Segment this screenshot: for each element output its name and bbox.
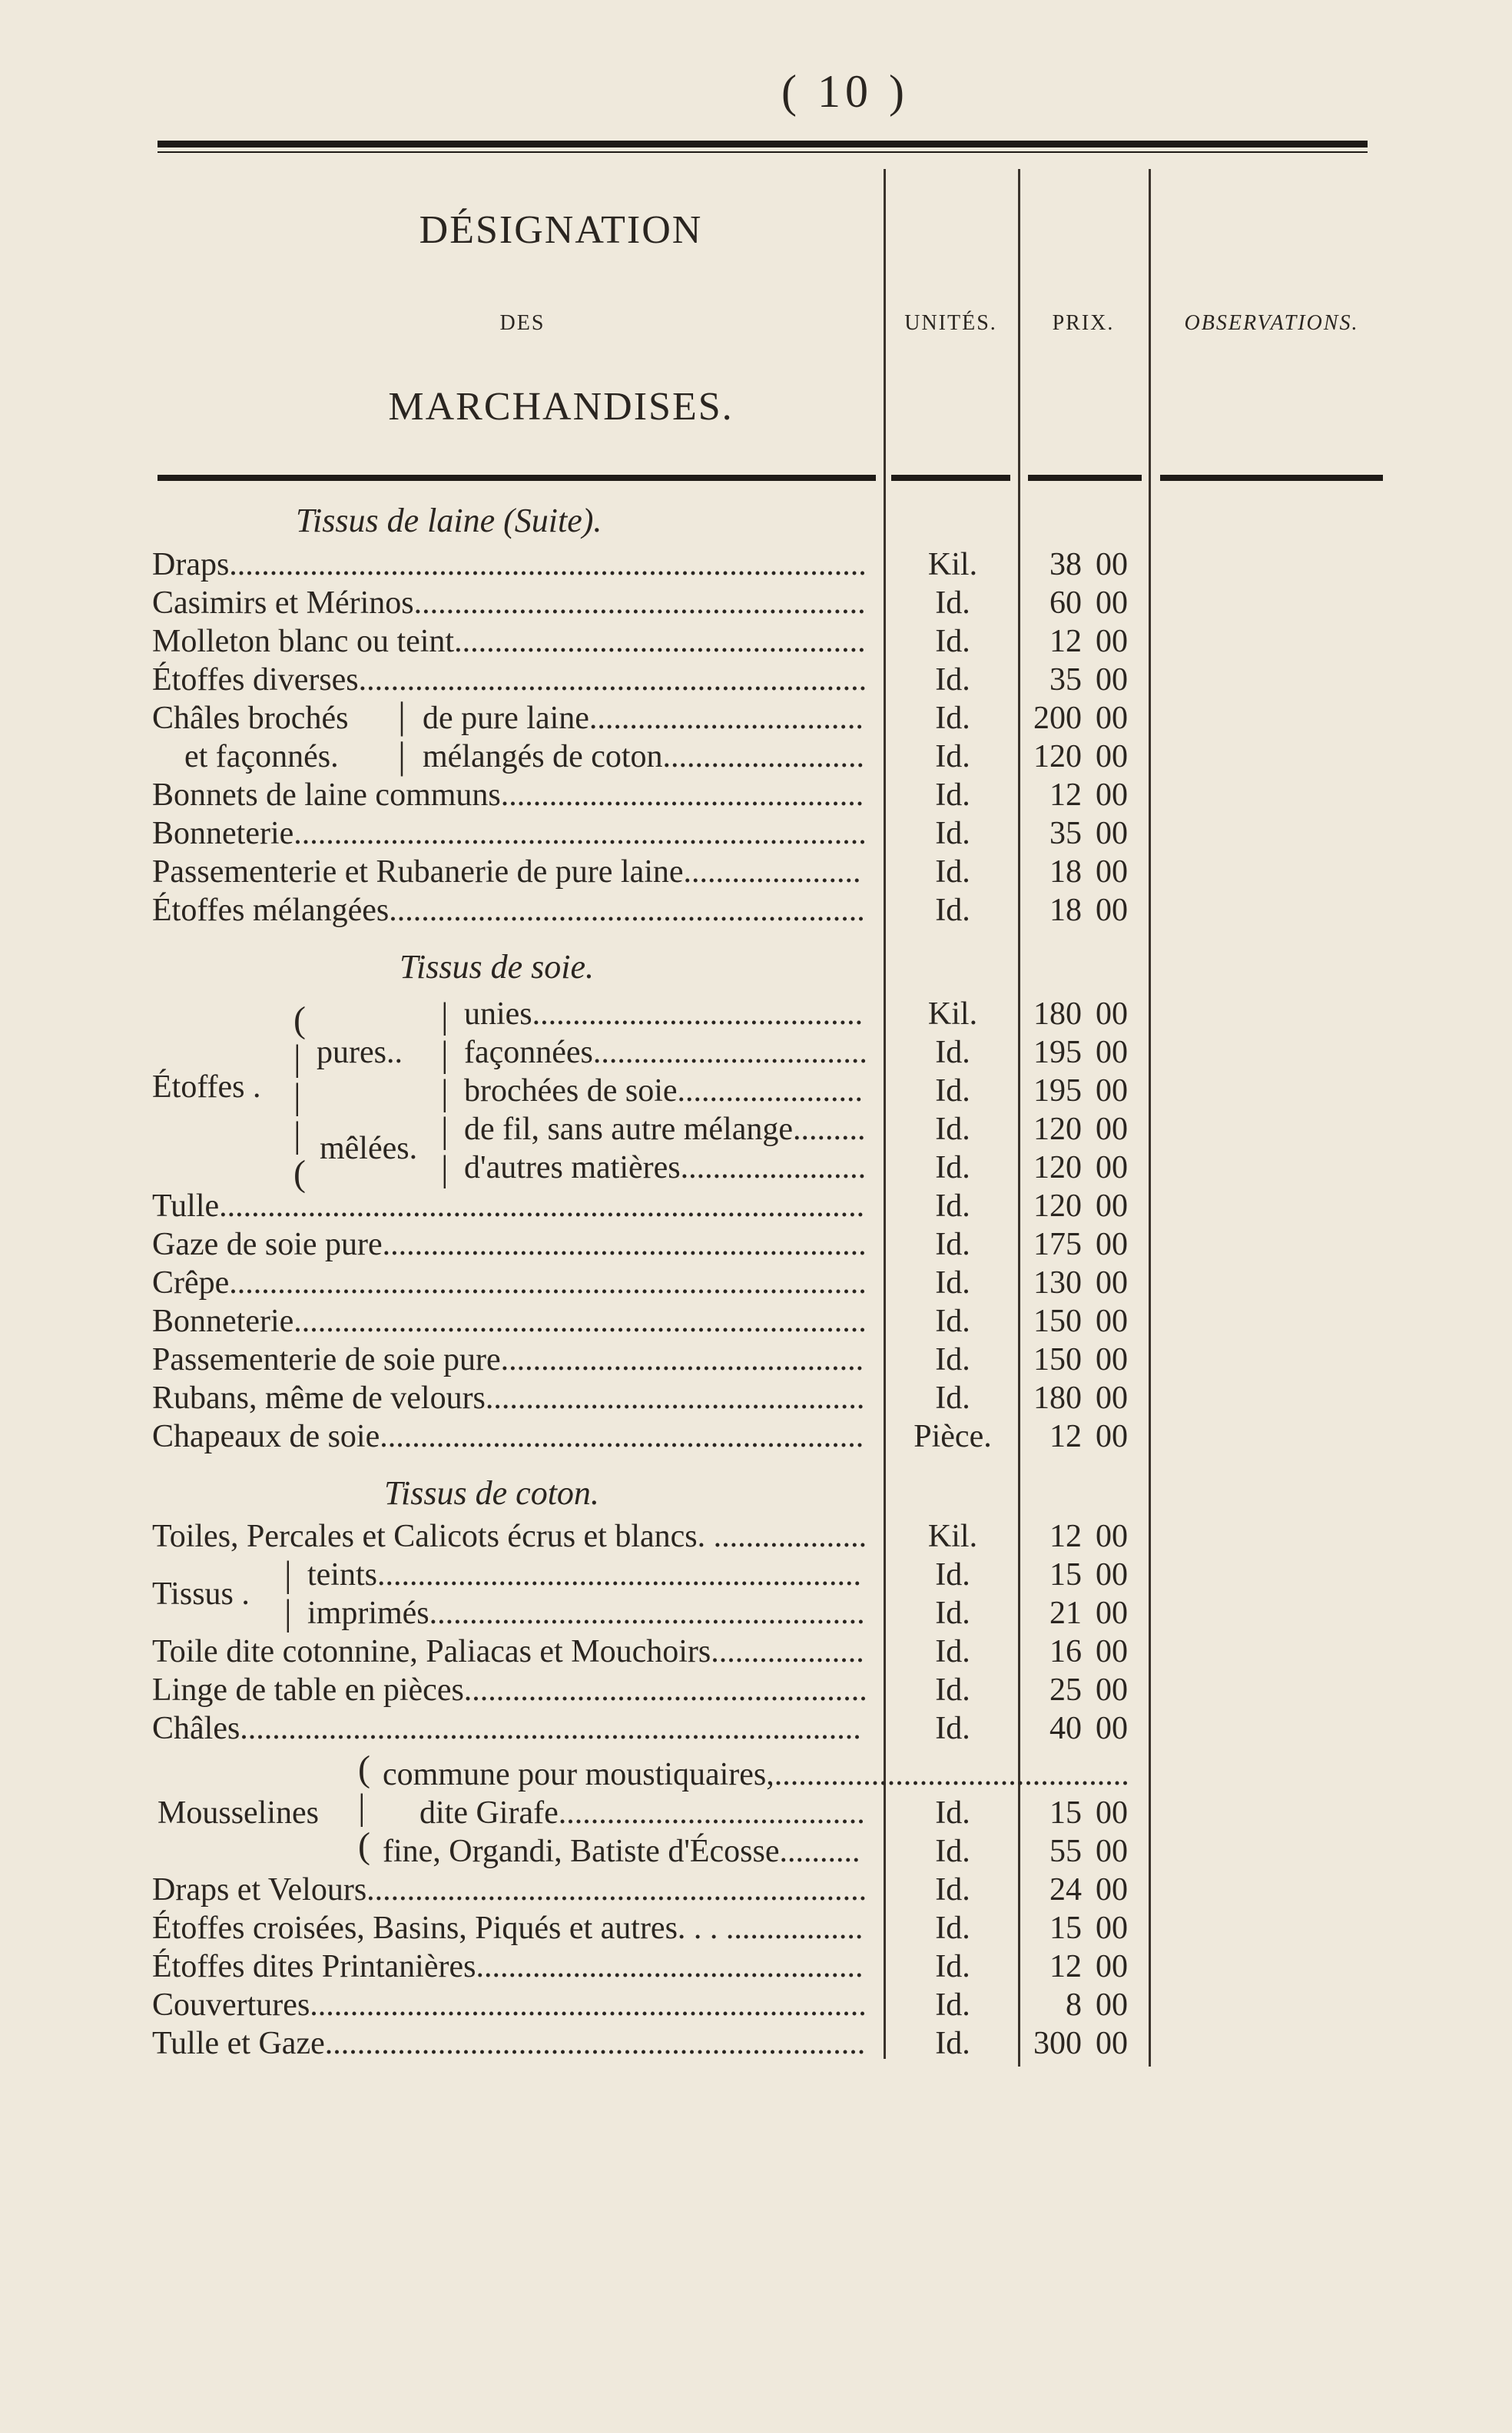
row-unit: Id. — [935, 739, 970, 774]
row-unit: Id. — [935, 1035, 970, 1070]
row-label: Casimirs et Mérinos........................................................ — [152, 585, 866, 621]
top-rule — [158, 141, 1368, 148]
group-label-pures: pures.. — [317, 1035, 403, 1070]
row-price: 8 00 — [1066, 1987, 1128, 2023]
table-row — [152, 1302, 1151, 1341]
row-unit: Id. — [935, 1265, 970, 1301]
row-price: 180 00 — [1033, 1381, 1128, 1416]
row-unit: Id. — [935, 854, 970, 890]
group-label-etoffes: Étoffes . — [152, 1069, 261, 1105]
row-unit: Id. — [935, 1949, 970, 1984]
row-label: Rubans, même de velours............................................... — [152, 1381, 865, 1416]
row-unit: Pièce. — [914, 1419, 992, 1454]
table-row — [152, 1671, 1151, 1709]
table-row — [307, 1594, 1151, 1632]
row-label: Tulle................................................................................ — [152, 1188, 865, 1224]
row-unit: Id. — [935, 1672, 970, 1708]
row-price: 60 00 — [1049, 585, 1128, 621]
brace-chales: | | — [398, 694, 406, 777]
row-unit: Id. — [935, 1381, 970, 1416]
row-price: 38 00 — [1049, 547, 1128, 582]
table-row — [383, 1832, 1151, 1871]
row-unit: Id. — [935, 1112, 970, 1147]
table-row — [464, 1072, 1151, 1110]
row-unit: Id. — [935, 1557, 970, 1593]
row-label: Étoffes diverses............................................................... — [152, 662, 867, 698]
row-price: 130 00 — [1033, 1265, 1128, 1301]
table-row — [152, 622, 1151, 661]
row-label: mélangés de coton......................... — [423, 739, 865, 774]
row-label: Tulle et Gaze................................................................... — [152, 2026, 866, 2061]
table-row — [152, 2024, 1151, 2063]
row-price: 175 00 — [1033, 1227, 1128, 1262]
row-price: 35 00 — [1049, 662, 1128, 698]
row-unit: Id. — [935, 816, 970, 851]
row-unit: Id. — [935, 1711, 970, 1746]
row-price: 120 00 — [1033, 1112, 1128, 1147]
row-price: 55 00 — [1049, 1834, 1128, 1869]
row-label: Étoffes croisées, Basins, Piqués et autres. . . ................. — [152, 1911, 864, 1946]
row-price: 120 00 — [1033, 739, 1128, 774]
section-title-coton: Tissus de coton. — [384, 1474, 599, 1512]
row-unit: Id. — [935, 1150, 970, 1185]
row-unit: Kil. — [927, 547, 978, 582]
row-unit: Id. — [935, 1834, 970, 1869]
row-label: Toiles, Percales et Calicots écrus et blancs. ................... — [152, 1519, 867, 1554]
row-label: dite Girafe...................................... — [419, 1795, 865, 1831]
row-unit: Id. — [935, 1872, 970, 1908]
row-price: 180 00 — [1033, 996, 1128, 1032]
table-row — [464, 995, 1151, 1033]
table-row — [152, 1264, 1151, 1302]
row-price: 300 00 — [1033, 2026, 1128, 2061]
table-row — [152, 545, 1151, 584]
page-number: ( 10 ) — [781, 66, 909, 117]
table-row — [307, 1556, 1151, 1594]
row-unit: Id. — [935, 662, 970, 698]
row-label: fine, Organdi, Batiste d'Écosse.......... — [383, 1834, 860, 1869]
row-unit: Id. — [935, 1795, 970, 1831]
row-label: Passementerie et Rubanerie de pure laine...................... — [152, 854, 861, 890]
row-price: 12 00 — [1049, 1419, 1128, 1454]
row-unit: Id. — [935, 1342, 970, 1377]
row-label: Couvertures..................................................................... — [152, 1987, 867, 2023]
group-label-mousselines: Mousselines — [158, 1795, 319, 1831]
row-unit: Id. — [935, 1987, 970, 2023]
row-unit: Id. — [935, 1596, 970, 1631]
row-price: 150 00 — [1033, 1342, 1128, 1377]
row-label: Draps............................................................................... — [152, 547, 867, 582]
row-label: Bonnets de laine communs............................................. — [152, 777, 864, 813]
table-row — [152, 1947, 1151, 1986]
row-unit: Id. — [935, 893, 970, 928]
table-row — [152, 1986, 1151, 2024]
row-price: 18 00 — [1049, 893, 1128, 928]
row-label: façonnées.................................. — [464, 1035, 867, 1070]
group-label-melees: mêlées. — [320, 1131, 418, 1166]
header-prix: PRIX. — [1052, 311, 1115, 335]
row-label: Gaze de soie pure............................................................ — [152, 1227, 867, 1262]
row-price: 40 00 — [1049, 1711, 1128, 1746]
row-label: Crêpe............................................................................... — [152, 1265, 867, 1301]
row-price: 200 00 — [1033, 701, 1128, 736]
row-unit: Kil. — [927, 996, 978, 1032]
row-price: 150 00 — [1033, 1304, 1128, 1339]
row-unit: Id. — [935, 2026, 970, 2061]
row-price: 35 00 — [1049, 816, 1128, 851]
row-price: 195 00 — [1033, 1035, 1128, 1070]
top-rule-thin — [158, 151, 1368, 153]
row-unit: Id. — [935, 1073, 970, 1109]
row-label: Châles............................................................................. — [152, 1711, 861, 1746]
group-label-chales-2: et façonnés. — [184, 739, 339, 774]
row-unit: Id. — [935, 624, 970, 659]
row-label: d'autres matières....................... — [464, 1150, 867, 1185]
row-label: Étoffes mélangées........................................................... — [152, 893, 865, 928]
group-label-chales: Châles brochés — [152, 701, 349, 736]
row-label: Toile dite cotonnine, Paliacas et Mouchoirs................... — [152, 1634, 864, 1669]
table-row — [152, 1225, 1151, 1264]
table-row — [152, 1632, 1151, 1671]
table-row — [152, 776, 1151, 814]
row-label: unies......................................... — [464, 996, 864, 1032]
table-row — [152, 1871, 1151, 1909]
row-unit: Id. — [935, 1911, 970, 1946]
header-rule-prix — [1028, 475, 1142, 481]
header-marchandises: MARCHANDISES. — [388, 385, 734, 429]
table-row — [423, 738, 1151, 776]
row-unit: Id. — [935, 1304, 970, 1339]
row-price: 21 00 — [1049, 1596, 1128, 1631]
header-rule-unites — [891, 475, 1010, 481]
row-label: Bonneterie....................................................................... — [152, 816, 867, 851]
row-label: Passementerie de soie pure............................................. — [152, 1342, 864, 1377]
table-row — [383, 1755, 1151, 1794]
row-label: commune pour moustiquaires,............................................ — [383, 1757, 1129, 1792]
header-observations: OBSERVATIONS. — [1184, 311, 1359, 335]
row-label: brochées de soie....................... — [464, 1073, 864, 1109]
row-price: 24 00 — [1049, 1872, 1128, 1908]
brace-etoffes: ( | | | ( — [293, 999, 306, 1194]
row-price: 12 00 — [1049, 1949, 1128, 1984]
table-row — [152, 661, 1151, 699]
brace-mousselines: ( | ( — [358, 1749, 370, 1866]
row-unit: Kil. — [927, 1519, 978, 1554]
header-designation: DÉSIGNATION — [419, 208, 703, 252]
row-label: de fil, sans autre mélange......... — [464, 1112, 866, 1147]
row-label: de pure laine.................................. — [423, 701, 864, 736]
table-row — [152, 584, 1151, 622]
row-label: Bonneterie....................................................................... — [152, 1304, 867, 1339]
table-row — [464, 1033, 1151, 1072]
table-row — [464, 1110, 1151, 1149]
row-label: Molleton blanc ou teint................................................... — [152, 624, 866, 659]
table-row — [152, 1909, 1151, 1947]
brace-melees: | | — [441, 1110, 449, 1189]
table-row — [464, 1149, 1151, 1187]
table-row — [152, 1709, 1151, 1748]
row-unit: Id. — [935, 777, 970, 813]
row-label: teints............................................................ — [307, 1557, 861, 1593]
section-title-soie: Tissus de soie. — [400, 948, 595, 986]
row-price: 16 00 — [1049, 1634, 1128, 1669]
row-unit: Id. — [935, 701, 970, 736]
row-unit: Id. — [935, 1188, 970, 1224]
table-row — [152, 1341, 1151, 1379]
row-label: Étoffes dites Printanières................................................ — [152, 1949, 864, 1984]
row-unit: Id. — [935, 1634, 970, 1669]
row-price: 195 00 — [1033, 1073, 1128, 1109]
table-row — [152, 1379, 1151, 1417]
table-row — [383, 1794, 1151, 1832]
header-rule-designation — [158, 475, 876, 481]
row-price: 15 00 — [1049, 1911, 1128, 1946]
row-label: Draps et Velours.............................................................. — [152, 1872, 867, 1908]
brace-pures: | | | — [441, 996, 449, 1113]
header-unites: UNITÉS. — [904, 311, 997, 335]
row-label: Chapeaux de soie............................................................ — [152, 1419, 864, 1454]
table-row — [423, 699, 1151, 738]
group-label-tissus: Tissus . — [152, 1576, 250, 1612]
row-price: 12 00 — [1049, 777, 1128, 813]
row-label: Linge de table en pièces.................................................. — [152, 1672, 867, 1708]
row-unit: Id. — [935, 585, 970, 621]
table-row — [152, 814, 1151, 853]
header-des: DES — [499, 311, 545, 335]
section-title-laine: Tissus de laine (Suite). — [296, 502, 602, 539]
row-price: 12 00 — [1049, 624, 1128, 659]
table-row — [152, 891, 1151, 930]
header-rule-observations — [1160, 475, 1383, 481]
row-price: 15 00 — [1049, 1795, 1128, 1831]
table-row — [152, 1517, 1151, 1556]
table-row — [152, 1187, 1151, 1225]
row-unit: Id. — [935, 1227, 970, 1262]
table-row — [152, 1417, 1151, 1456]
row-price: 18 00 — [1049, 854, 1128, 890]
row-price: 120 00 — [1033, 1188, 1128, 1224]
row-label: imprimés...................................................... — [307, 1596, 865, 1631]
row-price: 15 00 — [1049, 1557, 1128, 1593]
table-row — [152, 853, 1151, 891]
row-price: 12 00 — [1049, 1519, 1128, 1554]
brace-tissus: | | — [284, 1554, 292, 1633]
row-price: 25 00 — [1049, 1672, 1128, 1708]
row-price: 120 00 — [1033, 1150, 1128, 1185]
